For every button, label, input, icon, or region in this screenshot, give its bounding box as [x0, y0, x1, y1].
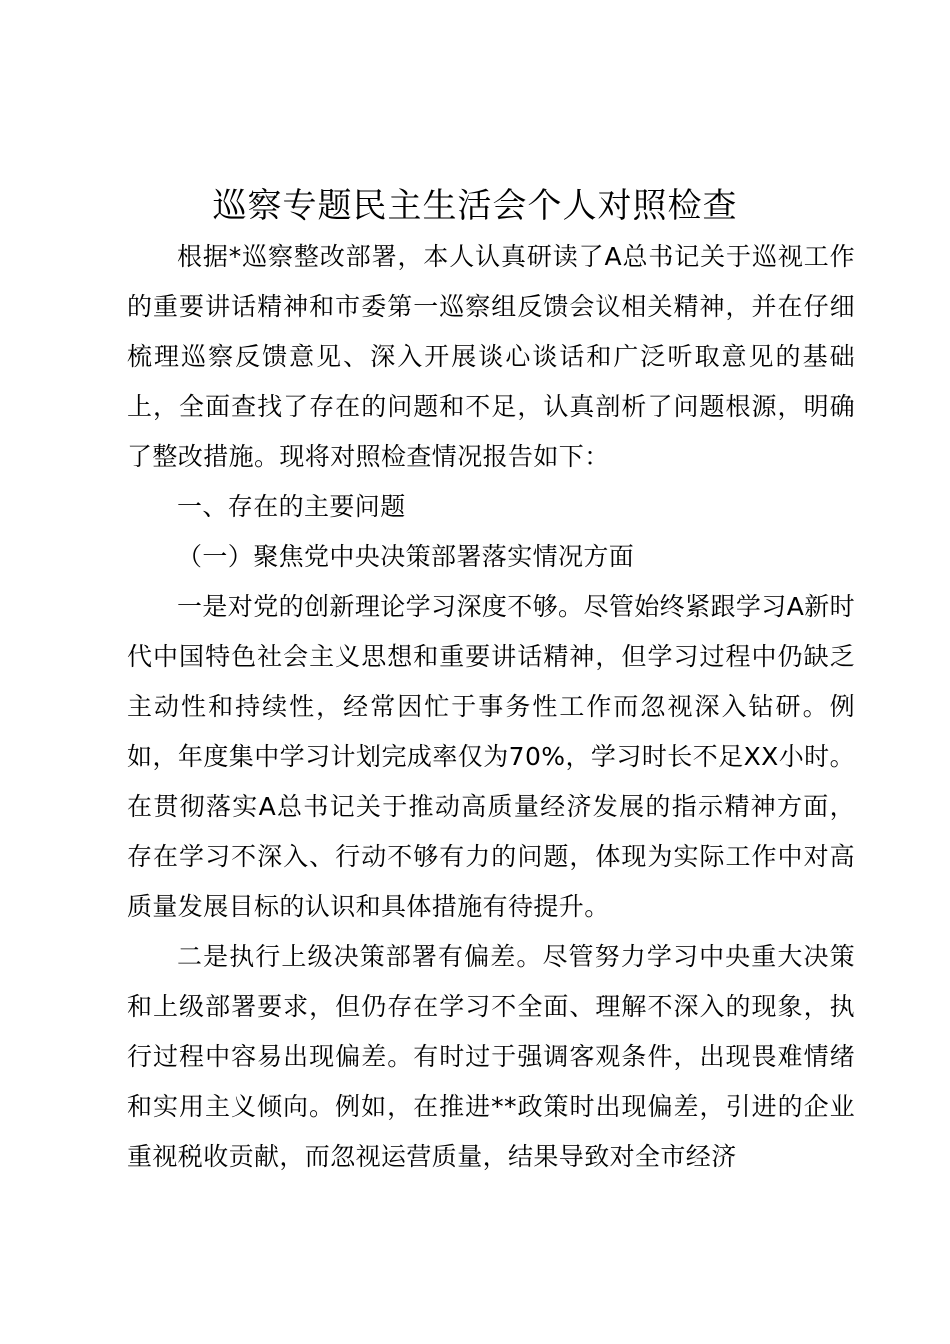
subsection-heading: （一）聚焦党中央决策部署落实情况方面	[177, 542, 635, 571]
document-title: 巡察专题民主生活会个人对照检查	[212, 186, 738, 226]
body-paragraph: 二是执行上级决策部署有偏差。尽管努力学习中央重大决策和上级部署要求，但仍存在学习不全面、理解不深入的现象，执行过程中容易出现偏差。有时过于强调客观条件，出现畏难情绪和实用主义倾向。例如，在推进**政策时出现偏差，引进的企业重视税收贡献，而忽视运营质量，结果导致对全市经济	[127, 942, 855, 1171]
intro-paragraph: 根据*巡察整改部署，本人认真研读了A总书记关于巡视工作的重要讲话精神和市委第一巡察组反馈会议相关精神，并在仔细梳理巡察反馈意见、深入开展谈心谈话和广泛听取意见的基础上，全面查找了存在的问题和不足，认真剖析了问题根源，明确了整改措施。现将对照检查情况报告如下：	[127, 242, 855, 471]
body-paragraph: 一是对党的创新理论学习深度不够。尽管始终紧跟学习A新时代中国特色社会主义思想和重要讲话精神，但学习过程中仍缺乏主动性和持续性，经常因忙于事务性工作而忽视深入钻研。例如，年度集中学习计划完成率仅为70%，学习时长不足XX小时。在贯彻落实A总书记关于推动高质量经济发展的指示精神方面，存在学习不深入、行动不够有力的问题，体现为实际工作中对高质量发展目标的认识和具体措施有待提升。	[127, 592, 855, 921]
document-body	[127, 232, 855, 1182]
section-heading: 一、存在的主要问题	[177, 492, 406, 521]
